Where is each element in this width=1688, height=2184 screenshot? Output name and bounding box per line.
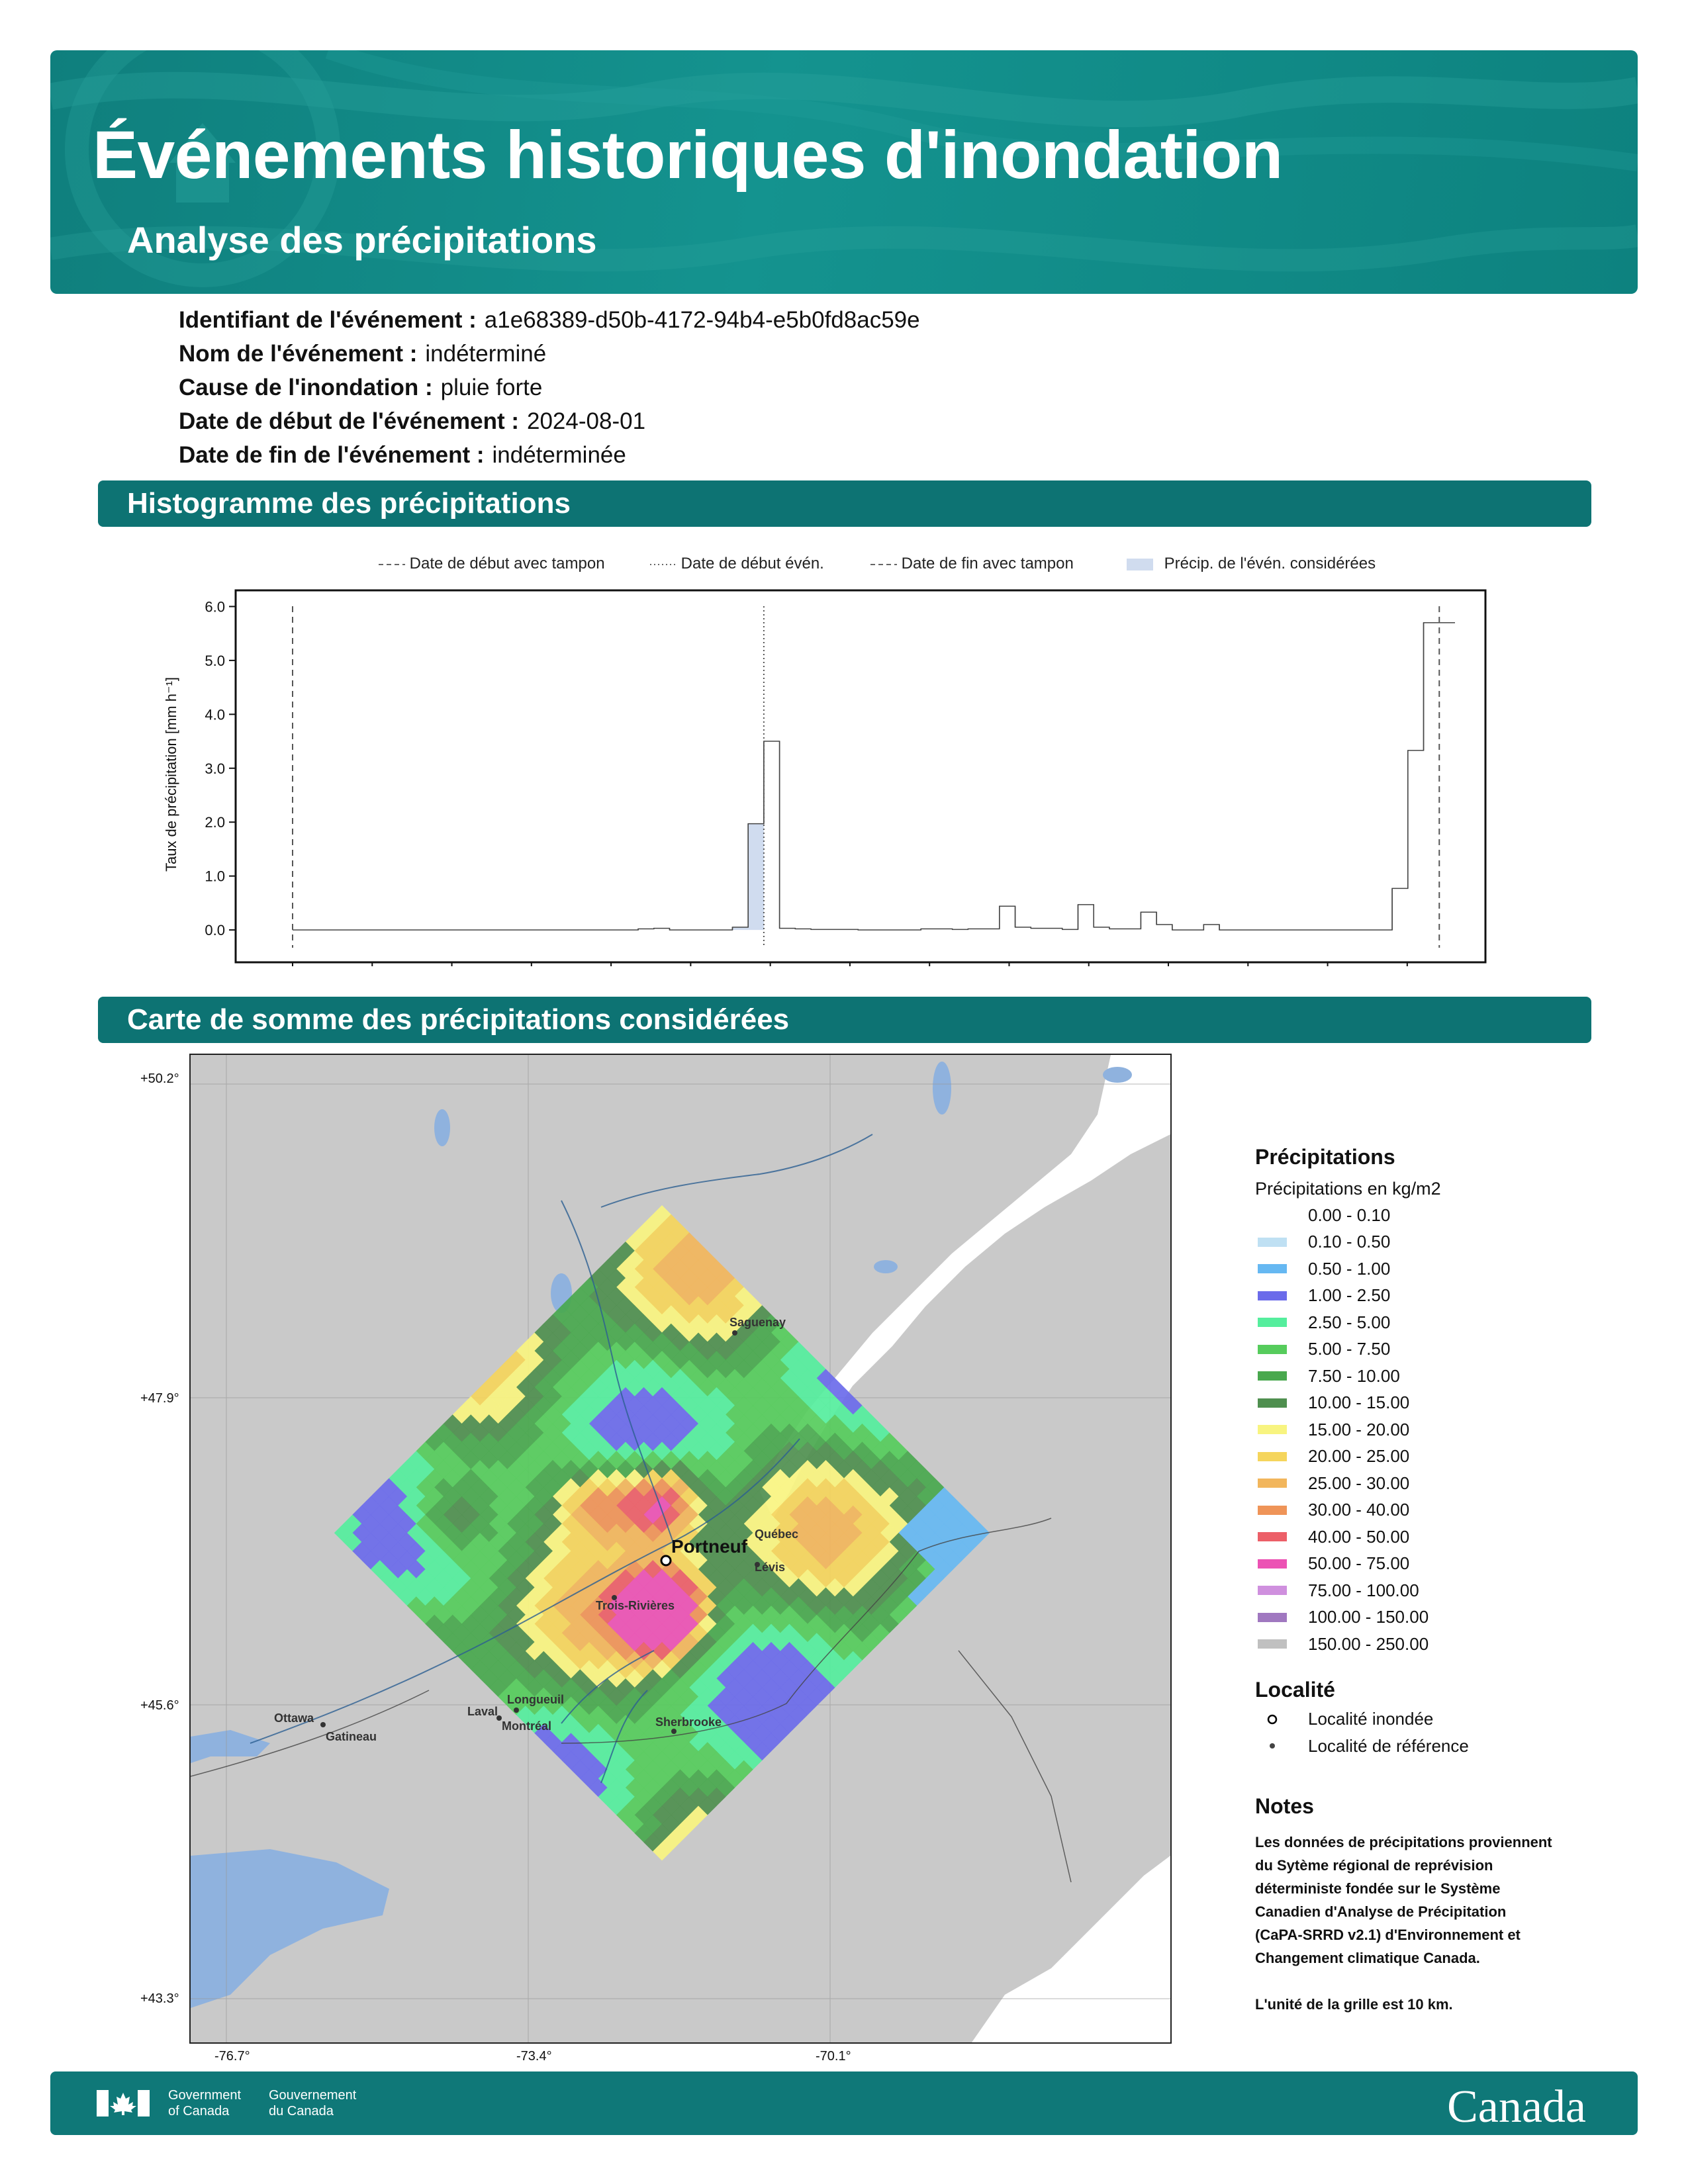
city-label: Montréal — [502, 1719, 552, 1733]
legend-class-row — [1255, 1202, 1626, 1229]
considered-bar — [748, 824, 764, 930]
legend-swatch — [1258, 1613, 1287, 1622]
legend-swatch — [1258, 1639, 1287, 1649]
legend-class-row — [1255, 1336, 1626, 1363]
legend-swatch — [1258, 1559, 1287, 1569]
legend-swatch — [1258, 1210, 1287, 1220]
map-legend — [1255, 1145, 1626, 2016]
city-label: Saguenay — [729, 1316, 786, 1329]
legend-event-start — [650, 555, 824, 573]
hollow-circle-icon — [1258, 1713, 1287, 1726]
map-legend-title: Précipitations — [1255, 1145, 1395, 1169]
legend-swatch — [1258, 1318, 1287, 1327]
legend-flooded-locality — [1255, 1706, 1626, 1733]
city-marker-portneuf-flooded[interactable] — [661, 1556, 671, 1565]
city-label: Laval — [467, 1705, 498, 1718]
legend-label: Date de début avec tampon — [409, 555, 605, 572]
legend-end-buffer — [870, 555, 1074, 573]
map-canvas — [191, 1055, 1170, 2042]
legend-class-row — [1255, 1524, 1626, 1551]
legend-class-row — [1255, 1604, 1626, 1631]
histogram-section-title: Histogramme des précipitations — [127, 487, 571, 520]
map-legend-subtitle: Précipitations en kg/m2 — [1255, 1179, 1441, 1199]
legend-swatch — [1258, 1452, 1287, 1461]
legend-reference-locality — [1255, 1733, 1626, 1760]
legend-class-row — [1255, 1416, 1626, 1443]
legend-class-label: 10.00 - 15.00 — [1308, 1392, 1410, 1413]
histogram-plot-frame — [236, 590, 1485, 962]
legend-label: Localité inondée — [1308, 1709, 1434, 1729]
lake — [874, 1260, 898, 1273]
info-row-end-date — [179, 442, 626, 469]
city-label: Ottawa — [274, 1711, 314, 1725]
legend-class-row — [1255, 1470, 1626, 1497]
info-label: Cause de l'inondation : — [179, 375, 433, 400]
city-marker-saguenay — [732, 1330, 737, 1336]
city-label: Québec — [755, 1527, 799, 1541]
legend-class-label: 50.00 - 75.00 — [1308, 1553, 1410, 1574]
legend-class-label: 15.00 - 20.00 — [1308, 1419, 1410, 1439]
legend-swatch — [1258, 1291, 1287, 1300]
y-tick-label: 6.0 — [205, 598, 225, 615]
histogram-markers — [293, 606, 1439, 948]
info-row-start-date — [179, 408, 645, 435]
notes-text — [1255, 1831, 1626, 2016]
histogram-y-ticks — [205, 598, 236, 938]
gov-fr-text — [269, 2087, 356, 2119]
canada-flag-icon — [97, 2090, 150, 2116]
city-label: Longueuil — [507, 1693, 564, 1706]
notes-line: Les données de précipitations proviennent — [1255, 1833, 1552, 1850]
legend-swatch — [1258, 1264, 1287, 1273]
legend-label: Date de fin avec tampon — [901, 555, 1074, 572]
notes-line: déterministe fondée sur le Système — [1255, 1880, 1501, 1897]
gov-fr-line: du Canada — [269, 2104, 334, 2118]
grid-unit-note: L'unité de la grille est 10 km. — [1255, 1995, 1453, 2013]
lake — [933, 1062, 951, 1115]
legend-class-label: 0.10 - 0.50 — [1308, 1232, 1391, 1252]
legend-class-label: 150.00 - 250.00 — [1308, 1633, 1429, 1654]
ocean-water — [972, 1856, 1170, 2042]
lake-ontario — [191, 1849, 389, 2008]
lat-label: +43.3° — [140, 1991, 179, 2006]
legend-swatch — [1258, 1398, 1287, 1408]
legend-class-row — [1255, 1363, 1626, 1390]
legend-label: Date de début évén. — [680, 555, 824, 572]
legend-swatch — [1127, 559, 1153, 570]
legend-class-row — [1255, 1229, 1626, 1256]
legend-swatch — [1258, 1532, 1287, 1541]
lon-label: -70.1° — [816, 2049, 851, 2064]
city-marker-ottawa — [320, 1722, 326, 1727]
legend-class-label: 5.00 - 7.50 — [1308, 1339, 1391, 1359]
info-value: pluie forte — [440, 375, 543, 400]
y-tick-label: 0.0 — [205, 922, 225, 939]
histogram-y-axis-label: Taux de précipitation [mm h⁻¹] — [163, 676, 179, 872]
info-label: Date de fin de l'événement : — [179, 442, 485, 468]
dot-icon — [1258, 1739, 1287, 1752]
notes-title: Notes — [1255, 1794, 1314, 1818]
legend-class-label: 0.00 - 0.10 — [1308, 1205, 1391, 1225]
page-subtitle: Analyse des précipitations — [127, 219, 597, 261]
legend-class-label: 30.00 - 40.00 — [1308, 1500, 1410, 1520]
legend-label: Localité de référence — [1308, 1735, 1469, 1756]
legend-label: Précip. de l'évén. considérées — [1164, 555, 1376, 572]
legend-swatch — [1258, 1238, 1287, 1247]
city-label: Portneuf — [671, 1536, 748, 1557]
city-marker-longueuil — [514, 1707, 519, 1713]
y-tick-label: 5.0 — [205, 652, 225, 669]
legend-swatch — [1258, 1425, 1287, 1434]
histogram-bars — [293, 623, 1455, 930]
legend-class-label: 7.50 - 10.00 — [1308, 1365, 1400, 1386]
legend-class-label: 2.50 - 5.00 — [1308, 1312, 1391, 1332]
legend-class-row — [1255, 1443, 1626, 1471]
lake — [1103, 1067, 1132, 1083]
locality-title: Localité — [1255, 1677, 1335, 1702]
legend-class-row — [1255, 1577, 1626, 1604]
legend-class-label: 40.00 - 50.00 — [1308, 1526, 1410, 1547]
precipitation-grid — [334, 1205, 990, 1860]
legend-class-label: 1.00 - 2.50 — [1308, 1285, 1391, 1306]
map-legend-classes — [1255, 1202, 1626, 1658]
legend-class-row — [1255, 1497, 1626, 1524]
legend-start-buffer — [379, 555, 605, 573]
lake — [434, 1109, 450, 1146]
lat-label: +47.9° — [140, 1391, 179, 1406]
legend-class-row — [1255, 1255, 1626, 1283]
info-row-event-id — [179, 307, 920, 334]
info-label: Identifiant de l'événement : — [179, 307, 477, 333]
y-tick-label: 1.0 — [205, 868, 225, 885]
info-value: indéterminé — [425, 341, 547, 367]
map-section-bar — [98, 997, 1591, 1043]
precipitation-map[interactable] — [189, 1054, 1172, 2044]
info-value: 2024-08-01 — [527, 408, 646, 434]
city-label: Sherbrooke — [655, 1715, 722, 1729]
river-water — [191, 1730, 270, 1763]
dashed-line-icon — [379, 558, 405, 571]
page-title: Événements historiques d'inondation — [93, 117, 1283, 193]
info-row-event-name — [179, 341, 546, 367]
info-value: a1e68389-d50b-4172-94b4-e5b0fd8ac59e — [484, 307, 920, 333]
histogram-step-line — [293, 623, 1455, 930]
gov-en-line: of Canada — [168, 2104, 230, 2118]
precipitation-histogram — [152, 582, 1556, 966]
y-tick-label: 2.0 — [205, 814, 225, 831]
notes-line: Changement climatique Canada. — [1255, 1949, 1480, 1966]
canada-wordmark: Canada — [1447, 2081, 1586, 2132]
legend-class-label: 0.50 - 1.00 — [1308, 1258, 1391, 1279]
notes-line: (CaPA-SRRD v2.1) d'Environnement et — [1255, 1926, 1521, 1943]
legend-class-label: 100.00 - 150.00 — [1308, 1607, 1429, 1627]
y-tick-label: 4.0 — [205, 706, 225, 723]
city-label: Lévis — [755, 1561, 786, 1574]
legend-swatch — [1258, 1371, 1287, 1381]
legend-class-label: 75.00 - 100.00 — [1308, 1580, 1419, 1600]
city-label: Trois-Rivières — [596, 1599, 675, 1612]
lat-label: +50.2° — [140, 1071, 179, 1086]
gov-en-line: Government — [168, 2088, 242, 2103]
legend-class-label: 25.00 - 30.00 — [1308, 1473, 1410, 1493]
legend-class-label: 20.00 - 25.00 — [1308, 1446, 1410, 1467]
legend-swatch — [1258, 1345, 1287, 1354]
gov-en-text — [168, 2087, 241, 2119]
map-section-title: Carte de somme des précipitations considérées — [127, 1003, 790, 1036]
info-label: Date de début de l'événement : — [179, 408, 519, 434]
dashed-line-icon — [870, 558, 897, 571]
legend-swatch — [1258, 1479, 1287, 1488]
notes-line: du Sytème régional de reprévision — [1255, 1856, 1493, 1874]
lon-label: -76.7° — [214, 2049, 250, 2064]
dotted-line-icon — [650, 558, 677, 571]
legend-class-row — [1255, 1631, 1626, 1658]
info-label: Nom de l'événement : — [179, 341, 418, 367]
footer-banner — [50, 2071, 1638, 2135]
legend-swatch — [1258, 1506, 1287, 1515]
city-label: Gatineau — [326, 1730, 377, 1743]
legend-class-row — [1255, 1551, 1626, 1578]
info-value: indéterminée — [492, 442, 626, 468]
histogram-section-bar — [98, 480, 1591, 527]
city-marker-sherbrooke — [671, 1729, 677, 1734]
notes-line: Canadien d'Analyse de Précipitation — [1255, 1903, 1507, 1920]
legend-considered — [1127, 555, 1376, 573]
legend-class-row — [1255, 1283, 1626, 1310]
lon-label: -73.4° — [516, 2049, 552, 2064]
legend-swatch — [1258, 1586, 1287, 1595]
legend-class-row — [1255, 1309, 1626, 1336]
legend-class-row — [1255, 1390, 1626, 1417]
gov-fr-line: Gouvernement — [269, 2088, 357, 2103]
y-tick-label: 3.0 — [205, 760, 225, 777]
lat-label: +45.6° — [140, 1698, 179, 1713]
info-row-flood-cause — [179, 375, 542, 401]
